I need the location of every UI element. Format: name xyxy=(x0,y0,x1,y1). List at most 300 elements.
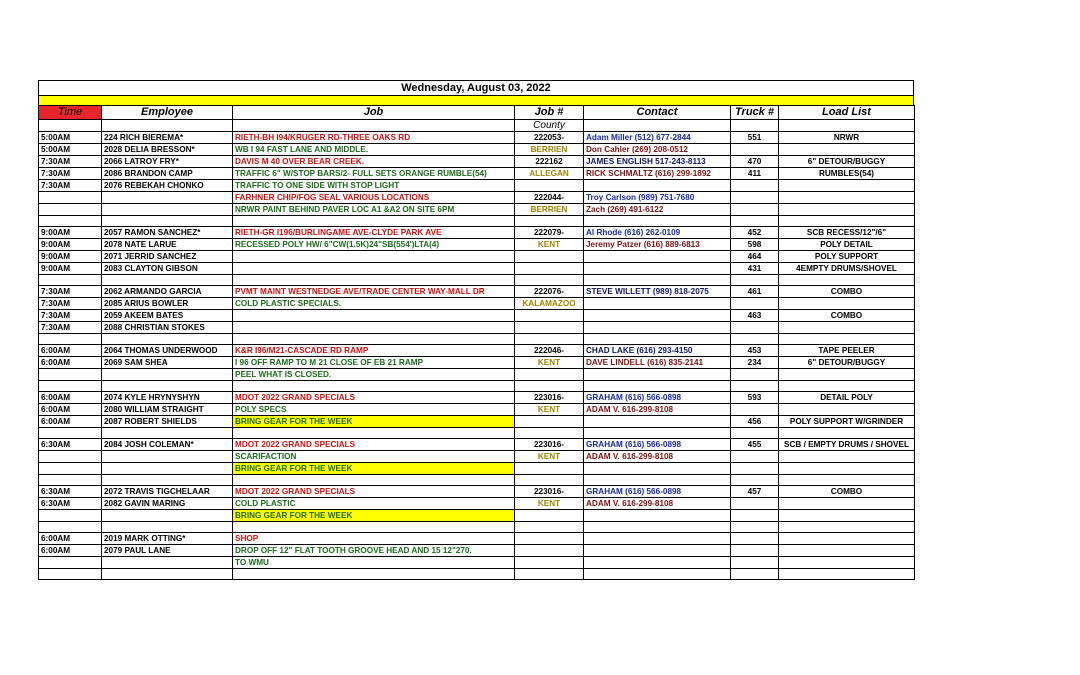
header-row xyxy=(39,106,915,120)
contact-cell: STEVE WILLETT (989) 818-2075 xyxy=(584,286,731,298)
time-cell: 7:30AM xyxy=(39,156,102,168)
contact-cell: Troy Carlson (989) 751-7680 xyxy=(584,192,731,204)
table-row xyxy=(39,298,915,310)
employee-cell xyxy=(102,463,233,475)
truck-cell: 593 xyxy=(731,392,779,404)
time-cell: 6:00AM xyxy=(39,416,102,428)
job-number-cell: BERRIEN xyxy=(515,204,584,216)
job-cell xyxy=(233,475,515,486)
truck-cell: 234 xyxy=(731,357,779,369)
table-row xyxy=(39,322,915,334)
job-number-cell: KENT xyxy=(515,498,584,510)
schedule-sheet xyxy=(38,80,914,580)
time-cell: 6:00AM xyxy=(39,545,102,557)
truck-cell xyxy=(731,144,779,156)
truck-cell: 598 xyxy=(731,239,779,251)
job-number-cell xyxy=(515,334,584,345)
job-cell: SCARIFACTION xyxy=(233,451,515,463)
contact-cell: Don Cahler (269) 208-0512 xyxy=(584,144,731,156)
job-cell xyxy=(233,263,515,275)
employee-cell: 2082 GAVIN MARING xyxy=(102,498,233,510)
job-cell: COLD PLASTIC xyxy=(233,498,515,510)
employee-cell xyxy=(102,216,233,227)
job-cell xyxy=(233,216,515,227)
header-sub-empty xyxy=(102,120,233,132)
employee-cell: 2072 TRAVIS TIGCHELAAR xyxy=(102,486,233,498)
load-list-cell xyxy=(779,192,915,204)
header-sub-empty xyxy=(233,120,515,132)
job-cell: BRING GEAR FOR THE WEEK xyxy=(233,510,515,522)
time-cell xyxy=(39,381,102,392)
employee-cell xyxy=(102,510,233,522)
job-cell: MDOT 2022 GRAND SPECIALS xyxy=(233,486,515,498)
employee-cell: 2079 PAUL LANE xyxy=(102,545,233,557)
job-cell: SHOP xyxy=(233,533,515,545)
time-cell: 7:30AM xyxy=(39,322,102,334)
job-number-cell xyxy=(515,416,584,428)
header-sub-empty xyxy=(731,120,779,132)
time-cell: 9:00AM xyxy=(39,251,102,263)
contact-cell xyxy=(584,263,731,275)
time-cell: 9:00AM xyxy=(39,239,102,251)
job-cell xyxy=(233,310,515,322)
table-row xyxy=(39,545,915,557)
employee-cell: 224 RICH BIEREMA* xyxy=(102,132,233,144)
spacer-row xyxy=(39,569,915,580)
table-row xyxy=(39,463,915,475)
employee-cell: 2084 JOSH COLEMAN* xyxy=(102,439,233,451)
job-number-cell: KENT xyxy=(515,404,584,416)
contact-cell: Jeremy Patzer (616) 889-6813 xyxy=(584,239,731,251)
load-list-cell xyxy=(779,522,915,533)
contact-cell xyxy=(584,334,731,345)
employee-cell: 2076 REBEKAH CHONKO xyxy=(102,180,233,192)
time-cell xyxy=(39,216,102,227)
job-cell: FARHNER CHIP/FOG SEAL VARIOUS LOCATIONS xyxy=(233,192,515,204)
col-header-job: Job xyxy=(233,106,515,120)
header-subrow xyxy=(39,120,915,132)
employee-cell xyxy=(102,451,233,463)
load-list-cell: TAPE PEELER xyxy=(779,345,915,357)
time-cell xyxy=(39,463,102,475)
job-cell xyxy=(233,428,515,439)
contact-cell xyxy=(584,428,731,439)
load-list-cell: DETAIL POLY xyxy=(779,392,915,404)
time-cell xyxy=(39,451,102,463)
load-list-cell: POLY SUPPORT xyxy=(779,251,915,263)
job-cell: DAVIS M 40 OVER BEAR CREEK. xyxy=(233,156,515,168)
load-list-cell xyxy=(779,404,915,416)
time-cell: 5:00AM xyxy=(39,144,102,156)
spacer-row xyxy=(39,381,915,392)
table-row xyxy=(39,345,915,357)
time-cell: 6:00AM xyxy=(39,345,102,357)
load-list-cell xyxy=(779,569,915,580)
employee-cell: 2028 DELIA BRESSON* xyxy=(102,144,233,156)
load-list-cell xyxy=(779,451,915,463)
contact-cell xyxy=(584,533,731,545)
table-row xyxy=(39,498,915,510)
job-number-cell: ALLEGAN xyxy=(515,168,584,180)
load-list-cell: SCB / EMPTY DRUMS / SHOVEL xyxy=(779,439,915,451)
job-number-cell: 223016- xyxy=(515,439,584,451)
col-header-job-number: Job # xyxy=(515,106,584,120)
job-cell: I 96 OFF RAMP TO M 21 CLOSE OF EB 21 RAMP xyxy=(233,357,515,369)
load-list-cell xyxy=(779,545,915,557)
table-row xyxy=(39,227,915,239)
job-cell: MDOT 2022 GRAND SPECIALS xyxy=(233,392,515,404)
employee-cell: 2088 CHRISTIAN STOKES xyxy=(102,322,233,334)
time-cell xyxy=(39,428,102,439)
employee-cell xyxy=(102,557,233,569)
load-list-cell: 6" DETOUR/BUGGY xyxy=(779,156,915,168)
load-list-cell xyxy=(779,322,915,334)
truck-cell: 461 xyxy=(731,286,779,298)
employee-cell: 2080 WILLIAM STRAIGHT xyxy=(102,404,233,416)
schedule-date-title: Wednesday, August 03, 2022 xyxy=(38,80,914,96)
job-cell xyxy=(233,522,515,533)
truck-cell xyxy=(731,451,779,463)
truck-cell xyxy=(731,369,779,381)
job-cell: TO WMU xyxy=(233,557,515,569)
job-cell xyxy=(233,334,515,345)
contact-cell xyxy=(584,369,731,381)
employee-cell: 2083 CLAYTON GIBSON xyxy=(102,263,233,275)
job-number-cell xyxy=(515,275,584,286)
load-list-cell: POLY DETAIL xyxy=(779,239,915,251)
table-row xyxy=(39,439,915,451)
spacer-row xyxy=(39,428,915,439)
job-cell: BRING GEAR FOR THE WEEK xyxy=(233,416,515,428)
table-row xyxy=(39,451,915,463)
spacer-row xyxy=(39,475,915,486)
employee-cell: 2085 ARIUS BOWLER xyxy=(102,298,233,310)
contact-cell xyxy=(584,545,731,557)
job-number-cell: BERRIEN xyxy=(515,144,584,156)
employee-cell: 2057 RAMON SANCHEZ* xyxy=(102,227,233,239)
time-cell: 7:30AM xyxy=(39,168,102,180)
employee-cell: 2019 MARK OTTING* xyxy=(102,533,233,545)
table-row xyxy=(39,168,915,180)
employee-cell: 2074 KYLE HRYNYSHYN xyxy=(102,392,233,404)
truck-cell xyxy=(731,510,779,522)
load-list-cell xyxy=(779,475,915,486)
truck-cell xyxy=(731,180,779,192)
employee-cell xyxy=(102,192,233,204)
table-row xyxy=(39,251,915,263)
contact-cell xyxy=(584,322,731,334)
truck-cell xyxy=(731,381,779,392)
table-row xyxy=(39,192,915,204)
header-sub-empty xyxy=(779,120,915,132)
job-number-cell xyxy=(515,322,584,334)
job-number-cell xyxy=(515,428,584,439)
employee-cell xyxy=(102,381,233,392)
contact-cell: Al Rhode (616) 262-0109 xyxy=(584,227,731,239)
spacer-row xyxy=(39,275,915,286)
job-number-cell xyxy=(515,510,584,522)
job-number-cell xyxy=(515,463,584,475)
truck-cell xyxy=(731,298,779,310)
contact-cell: JAMES ENGLISH 517-243-8113 xyxy=(584,156,731,168)
employee-cell: 2064 THOMAS UNDERWOOD xyxy=(102,345,233,357)
load-list-cell: NRWR xyxy=(779,132,915,144)
table-row xyxy=(39,310,915,322)
schedule-table xyxy=(38,105,915,580)
truck-cell: 457 xyxy=(731,486,779,498)
spacer-row xyxy=(39,216,915,227)
table-row xyxy=(39,357,915,369)
load-list-cell xyxy=(779,180,915,192)
load-list-cell: SCB RECESS/12"/6" xyxy=(779,227,915,239)
load-list-cell xyxy=(779,275,915,286)
job-number-cell xyxy=(515,263,584,275)
job-cell: TRAFFIC TO ONE SIDE WITH STOP LIGHT xyxy=(233,180,515,192)
load-list-cell: RUMBLES(54) xyxy=(779,168,915,180)
job-cell: RIETH-GR I196/BURLINGAME AVE-CLYDE PARK AVE xyxy=(233,227,515,239)
table-row xyxy=(39,486,915,498)
truck-cell xyxy=(731,428,779,439)
job-cell: BRING GEAR FOR THE WEEK xyxy=(233,463,515,475)
contact-cell: Adam Miller (512) 677-2844 xyxy=(584,132,731,144)
job-number-cell: 223016- xyxy=(515,486,584,498)
load-list-cell xyxy=(779,204,915,216)
col-header-time: Time xyxy=(39,106,102,120)
load-list-cell: 4EMPTY DRUMS/SHOVEL xyxy=(779,263,915,275)
employee-cell: 2071 JERRID SANCHEZ xyxy=(102,251,233,263)
contact-cell xyxy=(584,416,731,428)
job-number-cell: 222162 xyxy=(515,156,584,168)
load-list-cell xyxy=(779,334,915,345)
truck-cell xyxy=(731,192,779,204)
truck-cell: 456 xyxy=(731,416,779,428)
job-number-cell: KALAMAZOO xyxy=(515,298,584,310)
time-cell: 6:00AM xyxy=(39,533,102,545)
load-list-cell xyxy=(779,369,915,381)
employee-cell: 2078 NATE LARUE xyxy=(102,239,233,251)
job-cell: PEEL WHAT IS CLOSED. xyxy=(233,369,515,381)
time-cell xyxy=(39,510,102,522)
contact-cell: ADAM V. 616-299-8108 xyxy=(584,498,731,510)
load-list-cell xyxy=(779,298,915,310)
load-list-cell: COMBO xyxy=(779,286,915,298)
job-cell: K&R I96/M21-CASCADE RD RAMP xyxy=(233,345,515,357)
load-list-cell: POLY SUPPORT W/GRINDER xyxy=(779,416,915,428)
table-row xyxy=(39,144,915,156)
truck-cell xyxy=(731,204,779,216)
job-number-cell xyxy=(515,381,584,392)
time-cell xyxy=(39,522,102,533)
employee-cell xyxy=(102,428,233,439)
time-cell: 6:00AM xyxy=(39,392,102,404)
job-cell xyxy=(233,322,515,334)
truck-cell xyxy=(731,322,779,334)
contact-cell: GRAHAM (616) 566-0898 xyxy=(584,486,731,498)
job-cell: POLY SPECS xyxy=(233,404,515,416)
employee-cell xyxy=(102,334,233,345)
table-row xyxy=(39,533,915,545)
job-cell: RIETH-BH I94/KRUGER RD-THREE OAKS RD xyxy=(233,132,515,144)
time-cell xyxy=(39,275,102,286)
employee-cell xyxy=(102,522,233,533)
schedule-rows xyxy=(39,132,915,580)
truck-cell xyxy=(731,545,779,557)
load-list-cell: COMBO xyxy=(779,310,915,322)
load-list-cell: 6" DETOUR/BUGGY xyxy=(779,357,915,369)
job-cell xyxy=(233,251,515,263)
job-cell xyxy=(233,569,515,580)
truck-cell xyxy=(731,334,779,345)
time-cell xyxy=(39,334,102,345)
table-row xyxy=(39,204,915,216)
col-header-employee: Employee xyxy=(102,106,233,120)
contact-cell xyxy=(584,557,731,569)
load-list-cell xyxy=(779,144,915,156)
contact-cell xyxy=(584,251,731,263)
load-list-cell xyxy=(779,463,915,475)
time-cell xyxy=(39,557,102,569)
job-number-cell xyxy=(515,522,584,533)
truck-cell xyxy=(731,533,779,545)
truck-cell: 551 xyxy=(731,132,779,144)
employee-cell: 2087 ROBERT SHIELDS xyxy=(102,416,233,428)
time-cell xyxy=(39,192,102,204)
contact-cell: ADAM V. 616-299-8108 xyxy=(584,404,731,416)
contact-cell xyxy=(584,298,731,310)
spacer-row xyxy=(39,522,915,533)
col-header-contact: Contact xyxy=(584,106,731,120)
contact-cell xyxy=(584,569,731,580)
job-number-cell xyxy=(515,545,584,557)
job-cell: DROP OFF 12" FLAT TOOTH GROOVE HEAD AND 15 12"270. xyxy=(233,545,515,557)
truck-cell: 463 xyxy=(731,310,779,322)
job-number-cell: KENT xyxy=(515,357,584,369)
job-number-cell: 223016- xyxy=(515,392,584,404)
table-row xyxy=(39,239,915,251)
contact-cell xyxy=(584,522,731,533)
contact-cell xyxy=(584,510,731,522)
employee-cell xyxy=(102,569,233,580)
job-cell xyxy=(233,275,515,286)
job-cell: COLD PLASTIC SPECIALS. xyxy=(233,298,515,310)
load-list-cell xyxy=(779,510,915,522)
time-cell xyxy=(39,475,102,486)
header-sub-empty xyxy=(584,120,731,132)
time-cell: 5:00AM xyxy=(39,132,102,144)
job-cell xyxy=(233,381,515,392)
truck-cell xyxy=(731,216,779,227)
contact-cell: GRAHAM (616) 566-0898 xyxy=(584,392,731,404)
contact-cell: GRAHAM (616) 566-0898 xyxy=(584,439,731,451)
truck-cell: 452 xyxy=(731,227,779,239)
employee-cell xyxy=(102,475,233,486)
truck-cell: 411 xyxy=(731,168,779,180)
table-row xyxy=(39,404,915,416)
job-number-cell xyxy=(515,180,584,192)
col-header-load-list: Load List xyxy=(779,106,915,120)
employee-cell: 2066 LATROY FRY* xyxy=(102,156,233,168)
job-cell: MDOT 2022 GRAND SPECIALS xyxy=(233,439,515,451)
job-number-cell xyxy=(515,557,584,569)
time-cell xyxy=(39,569,102,580)
employee-cell: 2059 AKEEM BATES xyxy=(102,310,233,322)
table-row xyxy=(39,416,915,428)
contact-cell: ADAM V. 616-299-8108 xyxy=(584,451,731,463)
col-header-truck: Truck # xyxy=(731,106,779,120)
job-number-cell xyxy=(515,533,584,545)
table-row xyxy=(39,132,915,144)
table-row xyxy=(39,392,915,404)
job-cell: PVMT MAINT WESTNEDGE AVE/TRADE CENTER WAY-MALL DR xyxy=(233,286,515,298)
table-row xyxy=(39,510,915,522)
time-cell: 7:30AM xyxy=(39,298,102,310)
table-row xyxy=(39,369,915,381)
time-cell: 7:30AM xyxy=(39,310,102,322)
employee-cell: 2069 SAM SHEA xyxy=(102,357,233,369)
employee-cell xyxy=(102,275,233,286)
load-list-cell xyxy=(779,428,915,439)
time-cell xyxy=(39,204,102,216)
job-number-cell: 222046- xyxy=(515,345,584,357)
job-number-cell xyxy=(515,251,584,263)
job-number-cell: KENT xyxy=(515,239,584,251)
truck-cell: 470 xyxy=(731,156,779,168)
employee-cell: 2062 ARMANDO GARCIA xyxy=(102,286,233,298)
contact-cell: CHAD LAKE (616) 293-4150 xyxy=(584,345,731,357)
table-row xyxy=(39,156,915,168)
job-cell: WB I 94 FAST LANE AND MIDDLE. xyxy=(233,144,515,156)
job-cell: RECESSED POLY HW/ 6"CW(1.5K)24"SB(554')LTA(4) xyxy=(233,239,515,251)
spacer-row xyxy=(39,334,915,345)
header-highlight-band xyxy=(38,96,914,105)
contact-cell xyxy=(584,275,731,286)
truck-cell: 464 xyxy=(731,251,779,263)
table-row xyxy=(39,180,915,192)
job-number-cell xyxy=(515,569,584,580)
employee-cell xyxy=(102,204,233,216)
truck-cell xyxy=(731,557,779,569)
header-sub-empty xyxy=(39,120,102,132)
job-cell: NRWR PAINT BEHIND PAVER LOC A1 &A2 ON SITE 6PM xyxy=(233,204,515,216)
job-number-cell: 222079- xyxy=(515,227,584,239)
contact-cell xyxy=(584,216,731,227)
contact-cell: Zach (269) 491-6122 xyxy=(584,204,731,216)
col-header-county: County xyxy=(515,120,584,132)
time-cell: 6:00AM xyxy=(39,357,102,369)
table-row xyxy=(39,557,915,569)
job-number-cell xyxy=(515,216,584,227)
truck-cell xyxy=(731,463,779,475)
job-cell: TRAFFIC 6" W/STOP BARS/2- FULL SETS ORANGE RUMBLE(54) xyxy=(233,168,515,180)
truck-cell: 453 xyxy=(731,345,779,357)
employee-cell xyxy=(102,369,233,381)
truck-cell xyxy=(731,404,779,416)
job-number-cell xyxy=(515,475,584,486)
truck-cell: 455 xyxy=(731,439,779,451)
load-list-cell xyxy=(779,381,915,392)
load-list-cell xyxy=(779,498,915,510)
contact-cell: RICK SCHMALTZ (616) 299-1892 xyxy=(584,168,731,180)
truck-cell xyxy=(731,522,779,533)
time-cell: 6:00AM xyxy=(39,404,102,416)
job-number-cell: 222076- xyxy=(515,286,584,298)
time-cell: 7:30AM xyxy=(39,180,102,192)
job-number-cell xyxy=(515,310,584,322)
time-cell: 6:30AM xyxy=(39,439,102,451)
time-cell xyxy=(39,369,102,381)
employee-cell: 2086 BRANDON CAMP xyxy=(102,168,233,180)
job-number-cell: 222053- xyxy=(515,132,584,144)
